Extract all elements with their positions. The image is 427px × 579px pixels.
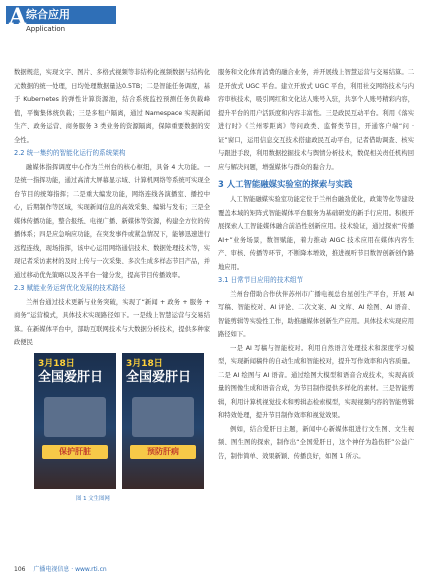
section-title: 综合应用	[26, 8, 70, 21]
paragraph: 服务和文化体育消费的融合业务，并开展线上智慧运营与交易结算。二是开放式 UGC 平台。建立开放式 UGC 平台，利用社交网络技术与内容审核技术，吸引网红和文化达人账号入驻，共享个人账号精彩内容，提升平台的用户活跃度和内容丰富性。三是政民互动平台。利用《落实进行时》《兰州零距离》等问政类、监督类节目，开通客户端“问 · 证”窗口，运用信息交互技术搭建政民互动平台，记者借助调查、核实与跟进手段，利用数据挖掘技术与舆情分析技术，数促相关责任机构回应与解决问题，增强媒体与群众的黏合力。	[218, 69, 414, 171]
poster-tag: 保护肝脏	[42, 445, 108, 459]
poster-date: 3月18日	[126, 358, 163, 369]
right-column	[218, 66, 414, 463]
poster-image	[122, 353, 204, 489]
subheading: 3.1 日常节目应用的技术组节	[218, 276, 304, 284]
poster-date: 3月18日	[38, 358, 75, 369]
poster-illustration	[44, 397, 106, 437]
section-heading: 3 人工智能融媒实验室的探索与实践	[218, 179, 353, 189]
section-header	[6, 6, 166, 40]
left-column	[14, 66, 210, 501]
poster-title: 全国爱肝日	[126, 369, 192, 385]
subheading: 2.2 统一集约的智能化运行的系统架构	[14, 149, 126, 157]
paragraph: 数据规范，实现文字、图片、多格式视频等非结构化视频数据与结构化元数据的统一处理，日均处理数据量达0.5TB；二是智能任务调度，基于 Kubernetes 的弹性计算资源池，结合系统监控预测任务负载峰值，平衡集体统负载；三是多租户隔离，通过 Namespace 实现新闻生产、政务运营、商务服务 3 类业务的资源隔离，保障重要数据的安全性。	[14, 69, 210, 144]
figure	[14, 353, 210, 501]
poster-tag: 预防肝病	[130, 445, 196, 459]
page-footer	[14, 564, 107, 573]
subheading: 2.3 赋能业务运营优化发展的技术路径	[14, 284, 126, 292]
paragraph: 一是 AI 写稿与智能校对。利用自然语言处理技术和深度学习模型，实现新闻稿件的自动生成和智能校对，提升写作效率和内容质量。二是 AI 绘图与 AI 语音。通过绘图大模型和语音合成技术，实现高质量的图像生成和语音合成，为节目制作提供多样化的素材。三是智能剪辑，利用计算机视觉技术和剪辑态检索模型，实现视频内容的智能剪辑和特效处理，提升节目制作效率和视觉效果。	[218, 344, 414, 419]
paragraph: 人工智能融媒实验室功能定位于兰州台融劲优化，政策等化等建设覆盖本域的矩阵式智能媒体平台服务为基础研发的新手行应用。积极开展探索人工智能媒体融合前沿性创新应用。技术验证，通过探索“传播 AI+”业务场景，数智赋能，着力推动 AIGC 技术应用在媒体内容生产、审核、传播等环节，不断降本增效，推进视听节目数智创新创作路地应用。	[218, 196, 414, 271]
figure-caption: 图 1 文生图网	[76, 495, 110, 502]
journal-name: 广播电视信息 · www.rti.cn	[33, 566, 107, 573]
paragraph: 兰州台借助合作伙伴苏州市广播电视总台星创生产平台，开展 AI 写稿、智能校对、AI 评论、二次文案、AI 文库、AI 绘图、AI 语音、智能剪辑等实验性工作，助推融媒体创新生产应用。具体技术实现应用路径如下。	[218, 290, 414, 338]
paragraph: 融媒体指挥调度中心作为兰州台的核心枢纽，具备 4 大功能。一是统一指挥功能，通过高清大屏幕显示域、计算机网络等系统可实现全台节目的统筹指挥；二是重大编发功能，网络连线各演播室、播控中心，后期制作等区域，实现新闻信息的高效采集、编辑与发布；三是全媒体传播功能，整合报纸、电视广播、新媒体等资源，构建全方位的传播体系；四是应急响应功能，在突发事件或紧急情况下，能够迅速进行远程连线，现场指挥，该中心运用网络通信技术、数据处理技术等，实现记者采访素材的及时上传与一次采集、多次生成多样态节目产品，并通过移动优先策略以及各平台一键分发，提高节目传播效率。	[14, 163, 210, 279]
poster-illustration	[132, 397, 194, 437]
section-subtitle: Application	[26, 25, 66, 33]
paragraph: 兰州台通过技术更新与业务突破，实现了“新闻 + 政务 + 服务 + 商务”运营模式，具体技术实现路径如下。一是线上智慧运营与交易结算。在新媒体平台中，部助互联网技术与大数据分析技术，提供多种家政便民	[14, 298, 210, 346]
section-letter: A	[9, 4, 27, 30]
poster-title: 全国爱肝日	[38, 369, 104, 385]
paragraph: 例如，结合爱肝日主题，新闻中心新媒体组进行文生图、文生视频、图生图的探索，制作出“全国爱肝日，这个神仔为趋伤肝”公益广告，制作简单、效果新颖、传播良好，如图 1 所示。	[218, 425, 414, 460]
poster-image	[34, 353, 116, 489]
page-number: 106	[14, 566, 26, 573]
